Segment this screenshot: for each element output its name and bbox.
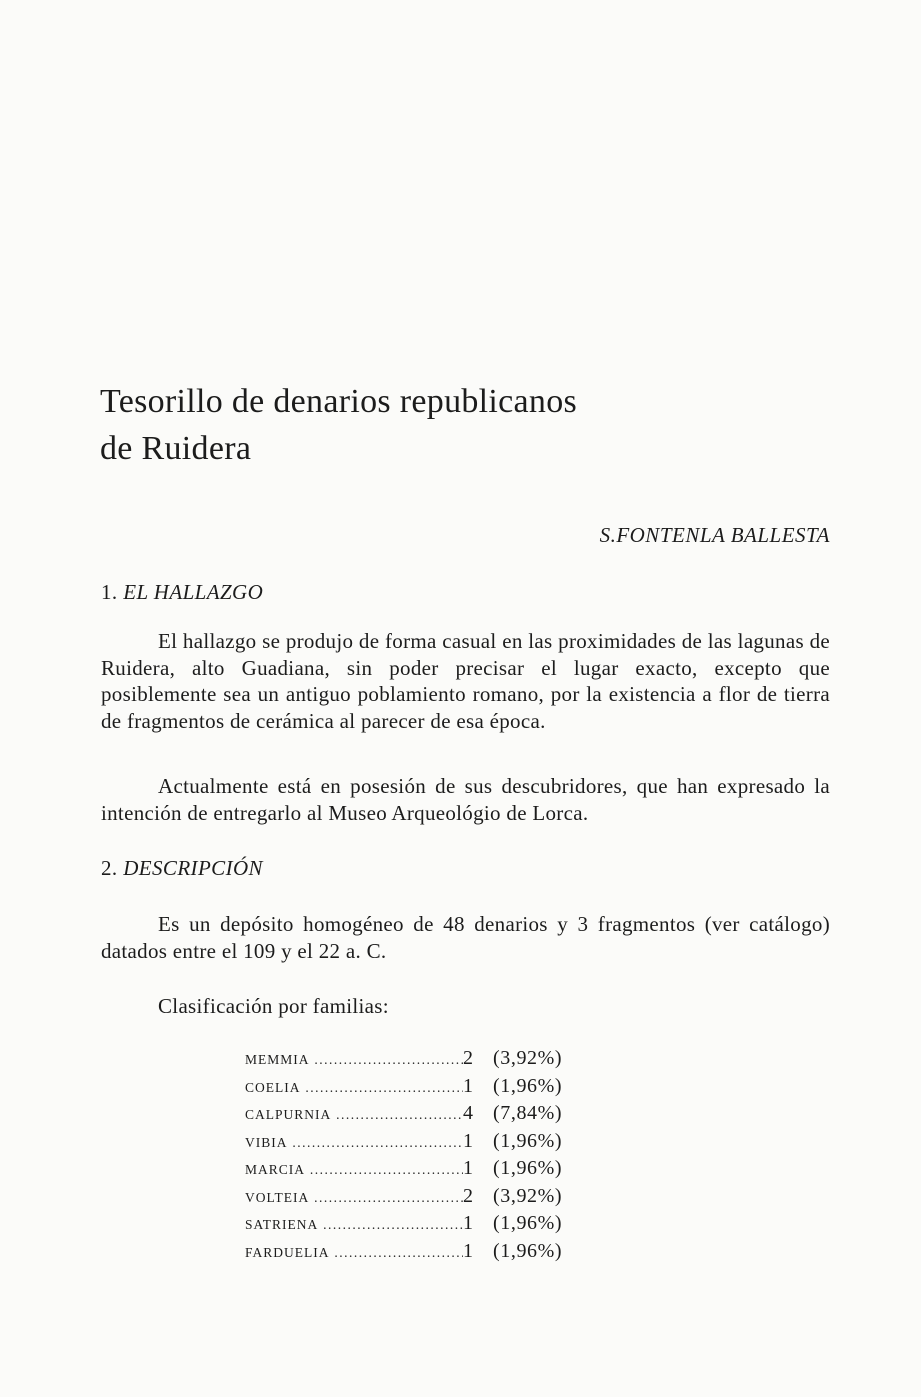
- paragraph-hallazgo-1: El hallazgo se produjo de forma casual en las proximidades de las lagunas de Ruidera, alto Guadiana, sin poder precisar el lugar exacto, excepto que posiblemente sea un antiguo poblamiento romano, por la existencia a flor de tierra de fragmentos de cerámica al parecer de esa época.: [101, 629, 830, 733]
- family-percent: (1,96%): [493, 1129, 563, 1152]
- author-name: S.FONTENLA BALLESTA: [599, 523, 830, 547]
- family-count: 1: [463, 1074, 473, 1097]
- section-heading-hallazgo: [101, 580, 263, 605]
- family-percent: (1,96%): [493, 1074, 563, 1097]
- family-name: SATRIENA .....: [245, 1217, 463, 1233]
- family-row: [245, 1047, 645, 1075]
- family-row: [245, 1185, 645, 1213]
- title-line-1: Tesorillo de denarios republicanos: [100, 383, 578, 420]
- family-row: [245, 1240, 645, 1268]
- family-name: MARCIA .....: [245, 1162, 463, 1178]
- family-percent: (3,92%): [493, 1184, 563, 1207]
- family-percent: (1,96%): [493, 1239, 563, 1262]
- family-count: 1: [463, 1239, 473, 1262]
- family-count: 1: [463, 1157, 473, 1179]
- title-line-2: de Ruidera: [100, 430, 252, 467]
- family-count: 2: [463, 1047, 473, 1069]
- section-number: 2.: [101, 856, 118, 880]
- section-number: 1.: [101, 580, 118, 604]
- family-percent: (3,92%): [493, 1047, 563, 1069]
- family-row: [245, 1130, 645, 1158]
- family-percent: (1,96%): [493, 1212, 563, 1234]
- family-row: [245, 1075, 645, 1103]
- family-name: VOLTEIA .....: [245, 1190, 463, 1206]
- section-heading-descripcion: [101, 856, 263, 881]
- article-title: [100, 378, 800, 472]
- family-count: 1: [463, 1212, 473, 1234]
- family-row: [245, 1102, 645, 1130]
- family-classification-list: [245, 1047, 645, 1267]
- section-title: EL HALLAZGO: [123, 580, 264, 604]
- family-row: [245, 1157, 645, 1185]
- family-count: 1: [463, 1129, 473, 1152]
- family-name: FARDUELIA .....: [245, 1245, 463, 1261]
- family-count: 4: [463, 1102, 473, 1124]
- family-name: MEMMIA .....: [245, 1052, 463, 1068]
- family-percent: (7,84%): [493, 1102, 563, 1124]
- family-name: COELIA .....: [245, 1080, 463, 1096]
- family-count: 2: [463, 1184, 473, 1207]
- family-percent: (1,96%): [493, 1157, 563, 1179]
- paragraph-clasificacion-intro: Clasificación por familias:: [158, 994, 389, 1018]
- section-title: DESCRIPCIÓN: [123, 856, 263, 880]
- family-name: VIBIA .....: [245, 1135, 463, 1151]
- family-name: CALPURNIA .....: [245, 1107, 463, 1123]
- paragraph-hallazgo-2: Actualmente está en posesión de sus descubridores, que han expresado la intención de entregarlo al Museo Arqueológio de Lorca.: [101, 774, 830, 825]
- paragraph-descripcion-1: Es un depósito homogéneo de 48 denarios y 3 fragmentos (ver catálogo) datados entre el 109 y el 22 a. C.: [101, 912, 830, 963]
- family-row: [245, 1212, 645, 1240]
